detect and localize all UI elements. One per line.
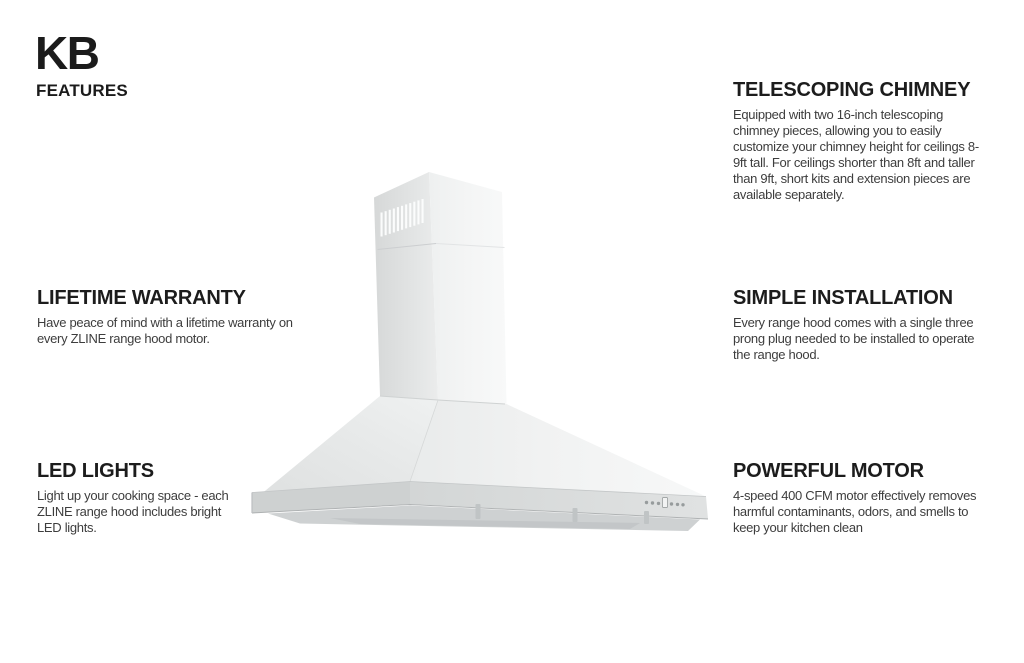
feature-body: Every range hood comes with a single three prong plug needed to be installed to operate the range hood.	[733, 315, 975, 362]
feature-title: LED LIGHTS	[37, 460, 154, 482]
feature-lifetime-warranty	[37, 286, 305, 347]
feature-powerful-motor	[733, 459, 989, 536]
feature-title: SIMPLE INSTALLATION	[733, 287, 953, 309]
feature-telescoping-chimney	[733, 78, 987, 203]
feature-body: 4-speed 400 CFM motor effectively removes harmful contaminants, odors, and smells to keep your kitchen clean	[733, 488, 977, 535]
feature-body: Have peace of mind with a lifetime warranty on every ZLINE range hood motor.	[37, 315, 293, 346]
feature-title: TELESCOPING CHIMNEY	[733, 79, 971, 101]
feature-body: Equipped with two 16-inch telescoping chimney pieces, allowing you to easily customize your chimney height for ceilings 8-9ft tall. For ceilings shorter than 8ft and taller than 9ft, short kits and extension pieces are available separately.	[733, 107, 979, 202]
feature-simple-installation	[733, 286, 989, 363]
kb-logo-subtitle: FEATURES	[36, 81, 128, 100]
bottom-rim	[252, 482, 708, 532]
mounting-brackets	[476, 504, 650, 524]
control-buttons	[645, 498, 685, 508]
kb-logo-title: KB	[35, 27, 99, 79]
telescoping-chimney-duct	[374, 172, 507, 404]
feature-led-lights	[37, 459, 245, 536]
feature-title: POWERFUL MOTOR	[733, 460, 924, 482]
feature-body: Light up your cooking space - each ZLINE range hood includes bright LED lights.	[37, 488, 229, 535]
pyramid-hood-body	[264, 396, 706, 497]
underside-filter-strip	[268, 506, 700, 532]
vent-grille	[381, 199, 424, 237]
feature-title: LIFETIME WARRANTY	[37, 287, 246, 309]
kb-logo	[35, 27, 128, 101]
